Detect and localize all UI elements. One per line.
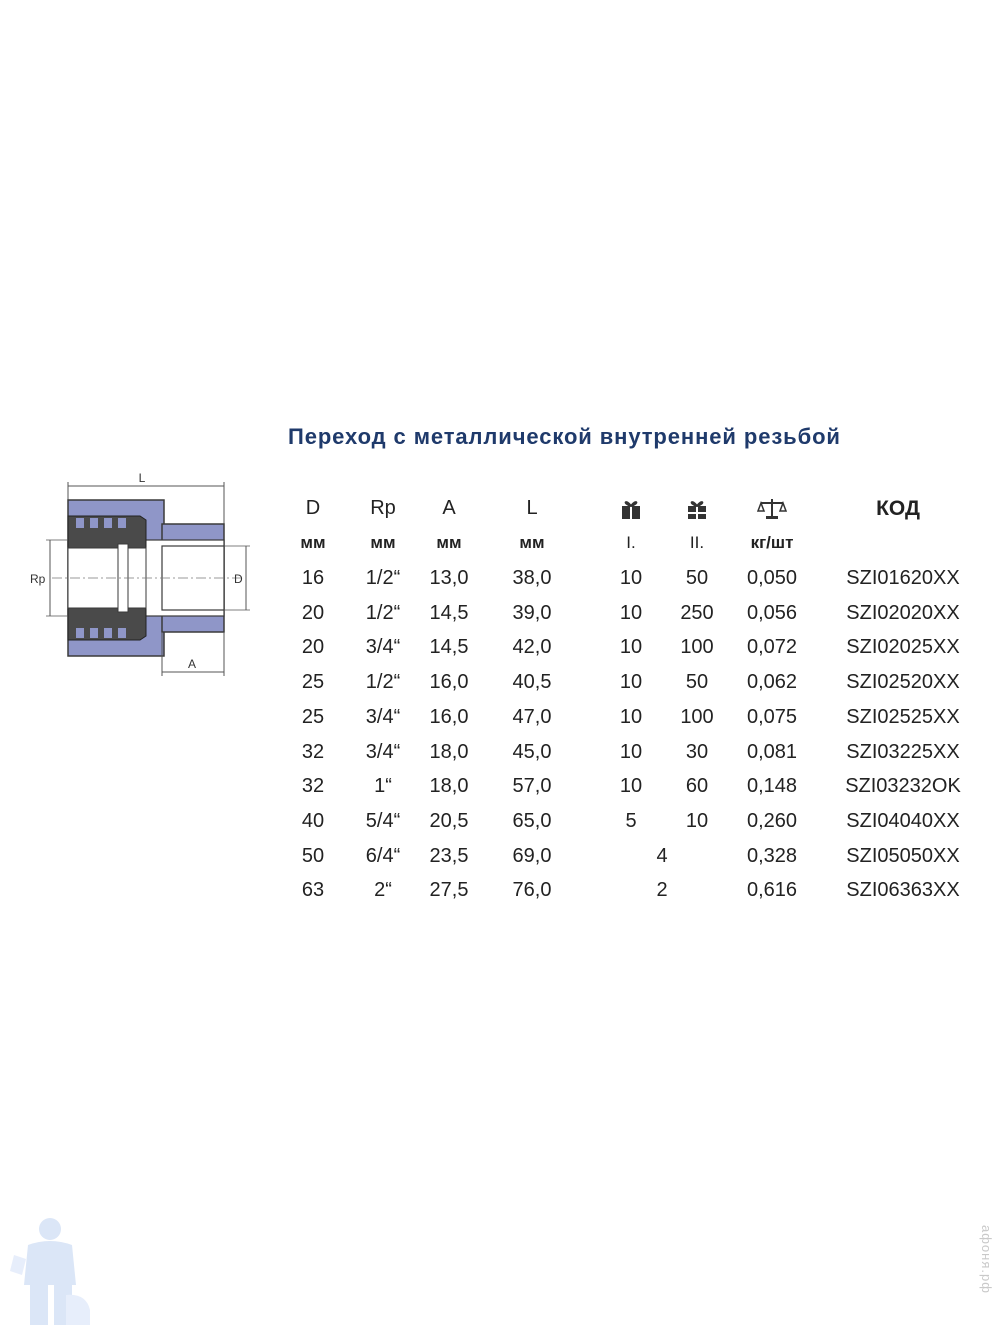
cell-weight: 0,056 bbox=[746, 601, 798, 624]
header-a: A bbox=[442, 497, 456, 519]
cell-a: 16,0 bbox=[429, 671, 469, 694]
cell-a: 27,5 bbox=[429, 879, 469, 902]
cell-a: 13,0 bbox=[429, 567, 469, 589]
cell-d: 16 bbox=[301, 567, 325, 589]
cell-pack2: 100 bbox=[680, 636, 714, 659]
cell-weight: 0,260 bbox=[746, 809, 798, 832]
cell-rp: 3/4“ bbox=[365, 705, 401, 728]
cell-weight: 0,062 bbox=[746, 671, 798, 694]
cell-d: 32 bbox=[301, 775, 325, 798]
cell-code: SZI02020XX bbox=[846, 601, 960, 624]
cell-d: 40 bbox=[301, 809, 325, 832]
header-code: КОД bbox=[876, 497, 920, 520]
cell-pack-merged: 2 bbox=[656, 879, 668, 902]
cell-rp: 1“ bbox=[374, 775, 392, 798]
page-title: Переход с металлической внутренней резьбой bbox=[288, 424, 841, 449]
cell-a: 14,5 bbox=[429, 601, 469, 624]
cell-pack1: 10 bbox=[619, 601, 643, 624]
cell-d: 25 bbox=[301, 705, 325, 728]
cell-pack2: 100 bbox=[680, 705, 714, 728]
cell-code: SZI02525XX bbox=[846, 705, 960, 728]
table-row bbox=[0, 561, 1000, 595]
cell-a: 16,0 bbox=[429, 705, 469, 728]
cell-pack2: 60 bbox=[685, 775, 709, 798]
cell-a: 18,0 bbox=[429, 740, 469, 763]
cell-code: SZI03232OK bbox=[845, 775, 961, 798]
cell-rp: 1/2“ bbox=[365, 601, 401, 624]
cell-pack1: 10 bbox=[619, 567, 643, 589]
table-row bbox=[0, 839, 1000, 873]
watermark: афоня.рф bbox=[979, 1225, 994, 1294]
cell-rp: 6/4“ bbox=[365, 844, 401, 867]
cell-rp: 2“ bbox=[374, 879, 392, 902]
cell-rp: 3/4“ bbox=[365, 636, 401, 659]
cell-d: 20 bbox=[301, 636, 325, 659]
unit-rp: мм bbox=[370, 533, 396, 552]
cell-pack1: 10 bbox=[619, 705, 643, 728]
cell-a: 18,0 bbox=[429, 775, 469, 798]
cell-pack2: 10 bbox=[685, 809, 709, 832]
cell-l: 47,0 bbox=[512, 705, 552, 728]
cell-weight: 0,148 bbox=[746, 775, 798, 798]
cell-pack-merged: 4 bbox=[656, 844, 668, 867]
header-l: L bbox=[526, 497, 538, 519]
unit-a: мм bbox=[436, 533, 462, 552]
cell-code: SZI03225XX bbox=[846, 740, 960, 763]
cell-a: 23,5 bbox=[429, 844, 469, 867]
cell-code: SZI01620XX bbox=[846, 567, 960, 589]
cell-pack1: 10 bbox=[619, 740, 643, 763]
header-d: D bbox=[305, 497, 321, 519]
cell-l: 42,0 bbox=[512, 636, 552, 659]
cell-l: 39,0 bbox=[512, 601, 552, 624]
cell-rp: 1/2“ bbox=[365, 671, 401, 694]
cell-weight: 0,050 bbox=[746, 567, 798, 589]
cell-weight: 0,072 bbox=[746, 636, 798, 659]
box-icon bbox=[616, 497, 646, 521]
cell-d: 32 bbox=[301, 740, 325, 763]
cell-d: 50 bbox=[301, 844, 325, 867]
cell-code: SZI06363XX bbox=[846, 879, 960, 902]
table-row bbox=[0, 735, 1000, 769]
cell-weight: 0,616 bbox=[746, 879, 798, 902]
header-rp: Rp bbox=[370, 497, 396, 519]
table-row bbox=[0, 769, 1000, 803]
cell-a: 20,5 bbox=[429, 809, 469, 832]
cell-weight: 0,328 bbox=[746, 844, 798, 867]
cell-weight: 0,075 bbox=[746, 705, 798, 728]
scale-icon bbox=[757, 497, 787, 521]
cell-l: 65,0 bbox=[512, 809, 552, 832]
cell-pack2: 50 bbox=[685, 567, 709, 589]
table-row bbox=[0, 596, 1000, 630]
cell-pack1: 10 bbox=[619, 775, 643, 798]
cell-pack1: 5 bbox=[625, 809, 637, 832]
cell-l: 45,0 bbox=[512, 740, 552, 763]
cell-l: 76,0 bbox=[512, 879, 552, 902]
cell-d: 20 bbox=[301, 601, 325, 624]
cell-code: SZI05050XX bbox=[846, 844, 960, 867]
unit-pack2: II. bbox=[689, 533, 705, 552]
cell-a: 14,5 bbox=[429, 636, 469, 659]
cell-code: SZI02025XX bbox=[846, 636, 960, 659]
table-row bbox=[0, 804, 1000, 838]
cell-pack1: 10 bbox=[619, 671, 643, 694]
unit-l: мм bbox=[519, 533, 545, 552]
label-d: D bbox=[234, 572, 243, 586]
cell-rp: 5/4“ bbox=[365, 809, 401, 832]
table-row bbox=[0, 630, 1000, 664]
cell-pack2: 30 bbox=[685, 740, 709, 763]
table-row bbox=[0, 665, 1000, 699]
cell-d: 63 bbox=[301, 879, 325, 902]
cell-pack1: 10 bbox=[619, 636, 643, 659]
cell-code: SZI04040XX bbox=[846, 809, 960, 832]
cell-l: 40,5 bbox=[512, 671, 552, 694]
table-row bbox=[0, 700, 1000, 734]
label-l: L bbox=[138, 471, 146, 485]
plumber-logo bbox=[6, 1215, 96, 1330]
label-a: A bbox=[187, 657, 197, 671]
cell-rp: 1/2“ bbox=[365, 567, 401, 589]
unit-d: мм bbox=[300, 533, 326, 552]
cell-l: 57,0 bbox=[512, 775, 552, 798]
table-row bbox=[0, 873, 1000, 907]
cell-l: 69,0 bbox=[512, 844, 552, 867]
cell-pack2: 250 bbox=[680, 601, 714, 624]
label-rp: Rp bbox=[30, 572, 46, 586]
unit-weight: кг/шт bbox=[750, 533, 794, 552]
cell-code: SZI02520XX bbox=[846, 671, 960, 694]
cell-l: 38,0 bbox=[512, 567, 552, 589]
unit-pack1: I. bbox=[626, 533, 636, 552]
cell-pack2: 50 bbox=[685, 671, 709, 694]
cell-rp: 3/4“ bbox=[365, 740, 401, 763]
boxes-icon bbox=[682, 497, 712, 521]
cell-weight: 0,081 bbox=[746, 740, 798, 763]
cell-d: 25 bbox=[301, 671, 325, 694]
